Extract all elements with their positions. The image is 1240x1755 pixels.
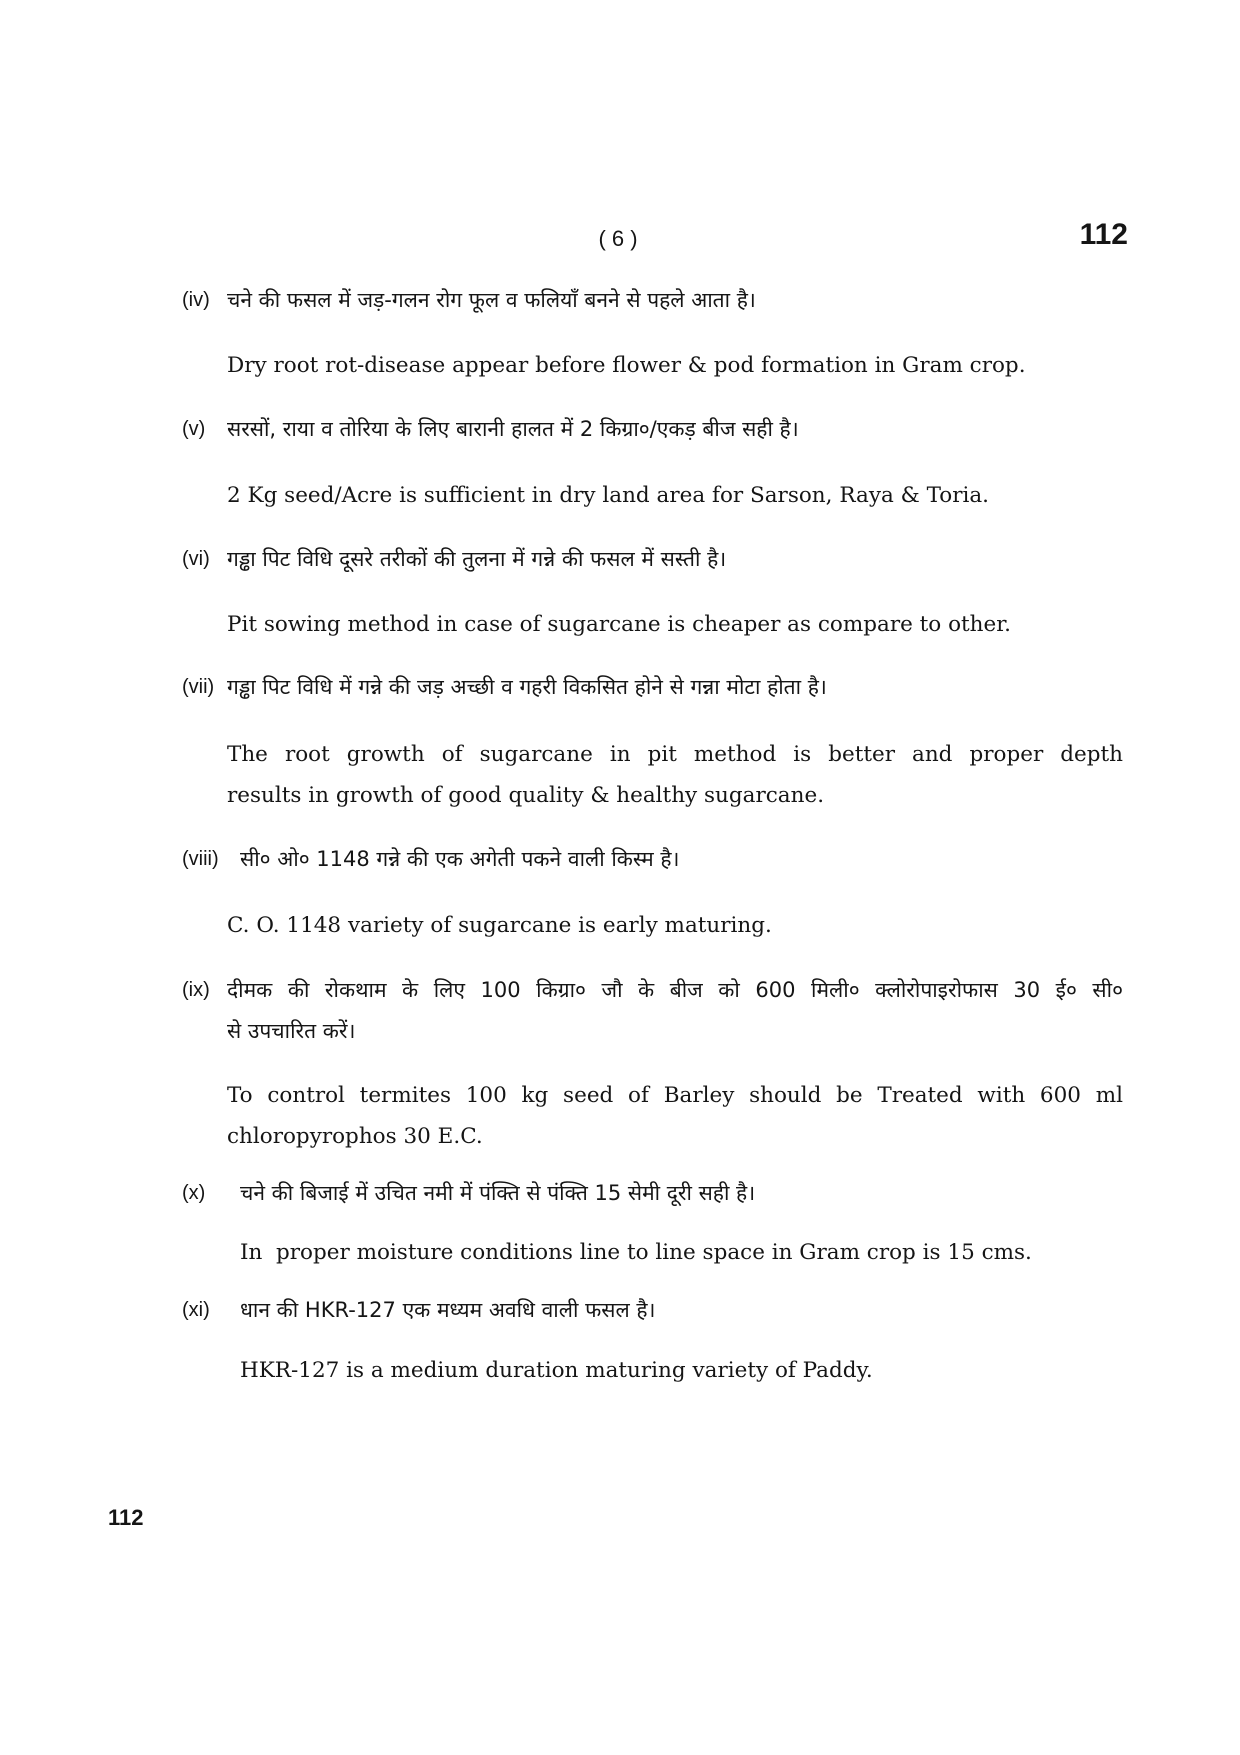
statement-xi-hindi [182, 1290, 1123, 1331]
statement-v-english [227, 475, 1123, 516]
english-line: Dry root rot-disease appear before flower & pod formation in Gram crop. [227, 353, 1026, 378]
english-line: chloropyrophos 30 E.C. [227, 1124, 483, 1149]
statement-v-hindi [182, 409, 1123, 450]
hindi-line: धान की HKR-127 एक मध्यम अवधि वाली फसल है। [240, 1298, 656, 1322]
paper-code-top: 112 [1079, 218, 1128, 251]
english-line: results in growth of good quality & healthy sugarcane. [227, 783, 825, 808]
statement-viii-hindi [182, 839, 1123, 880]
english-line: The root growth of sugarcane in pit method is better and proper depth [227, 742, 1123, 767]
item-marker: (x) [182, 1182, 206, 1204]
english-line: 2 Kg seed/Acre is sufficient in dry land area for Sarson, Raya & Toria. [227, 483, 990, 508]
item-marker: (xi) [182, 1299, 210, 1321]
english-line: To control termites 100 kg seed of Barley should be Treated with 600 ml [227, 1083, 1123, 1108]
hindi-line: सी० ओ० 1148 गन्ने की एक अगेती पकने वाली किस्म है। [240, 847, 680, 871]
statement-ix-hindi [182, 970, 1123, 1052]
statement-x-hindi [182, 1173, 1123, 1214]
english-line: Pit sowing method in case of sugarcane is cheaper as compare to other. [227, 612, 1011, 637]
statement-ix-english [227, 1075, 1123, 1157]
statement-vii-english [227, 734, 1123, 816]
statement-iv-english [227, 345, 1123, 386]
hindi-line: दीमक की रोकथाम के लिए 100 किग्रा० जौ के बीज को 600 मिली० क्लोरोपाइरोफास 30 ई० सी० [227, 978, 1123, 1002]
english-line: In proper moisture conditions line to line space in Gram crop is 15 cms. [240, 1240, 1032, 1265]
statement-vi-english [227, 604, 1123, 645]
statement-viii-english [227, 905, 1123, 946]
hindi-line: गड्ढा पिट विधि में गन्ने की जड़ अच्छी व गहरी विकसित होने से गन्ना मोटा होता है। [227, 675, 827, 699]
english-line: C. O. 1148 variety of sugarcane is early maturing. [227, 913, 772, 938]
english-line: HKR-127 is a medium duration maturing variety of Paddy. [240, 1358, 873, 1383]
hindi-line: गड्ढा पिट विधि दूसरे तरीकों की तुलना में गन्ने की फसल में सस्ती है। [227, 547, 727, 571]
hindi-line: चने की फसल में जड़-गलन रोग फूल व फलियाँ बनने से पहले आता है। [227, 288, 756, 312]
item-marker: (vi) [182, 548, 210, 570]
hindi-line: से उपचारित करें। [227, 1019, 356, 1043]
paper-code-bottom: 112 [108, 1505, 144, 1530]
statement-vii-hindi [182, 667, 1123, 708]
item-marker: (ix) [182, 979, 210, 1001]
page-number-label: ( 6 ) [598, 226, 638, 251]
item-marker: (vii) [182, 676, 215, 698]
item-marker: (viii) [182, 848, 219, 870]
statement-vi-hindi [182, 539, 1123, 580]
statement-x-english [240, 1232, 1123, 1273]
item-marker: (v) [182, 418, 206, 440]
statement-iv-hindi [182, 280, 1123, 321]
hindi-line: चने की बिजाई में उचित नमी में पंक्ति से पंक्ति 15 सेमी दूरी सही है। [240, 1181, 756, 1205]
statement-xi-english [240, 1350, 1123, 1391]
item-marker: (iv) [182, 289, 210, 311]
hindi-line: सरसों, राया व तोरिया के लिए बारानी हालत में 2 किग्रा०/एकड़ बीज सही है। [227, 417, 799, 441]
